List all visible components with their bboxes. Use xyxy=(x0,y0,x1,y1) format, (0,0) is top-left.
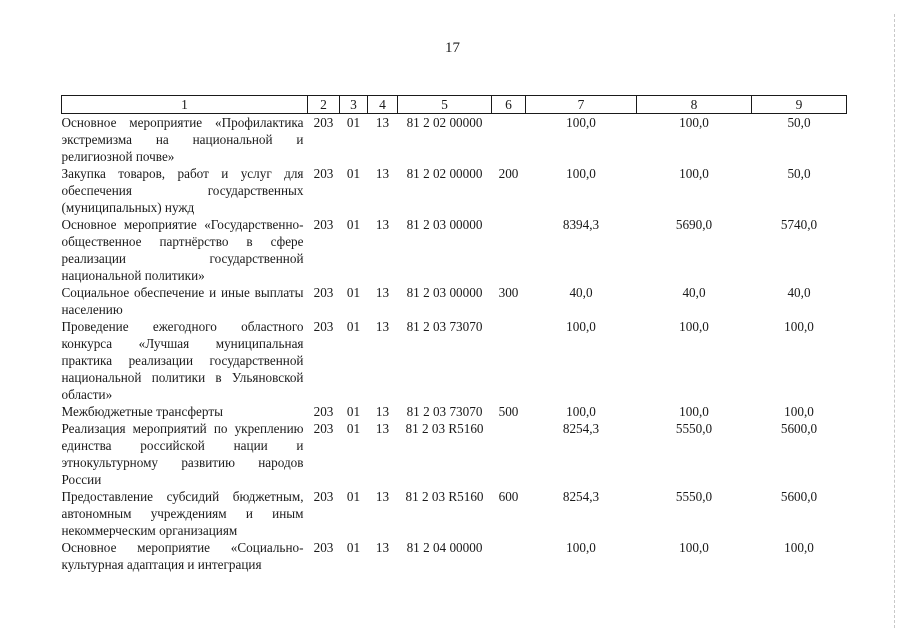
cell-c7: 8254,3 xyxy=(562,489,600,504)
row-name: Межбюджетные трансферты xyxy=(61,404,223,419)
table-row xyxy=(62,420,847,488)
cell-c8: 5550,0 xyxy=(675,489,713,504)
cell-c8: 5690,0 xyxy=(675,217,713,232)
col-header-9: 9 xyxy=(752,96,847,114)
cell-c3: 01 xyxy=(346,421,361,436)
col-header-1: 1 xyxy=(62,96,308,114)
cell-c4: 13 xyxy=(375,540,390,555)
cell-c7: 8394,3 xyxy=(562,217,600,232)
cell-c8: 100,0 xyxy=(679,404,709,419)
cell-c5: 81 2 03 R5160 xyxy=(405,489,484,504)
cell-c6 xyxy=(492,420,526,488)
cell-c6 xyxy=(492,216,526,284)
row-name: Реализация мероприятий по укреплению единства российской нации и этнокультурному развитию народов России xyxy=(61,421,304,487)
cell-c5: 81 2 03 73070 xyxy=(406,404,483,419)
cell-c9: 50,0 xyxy=(787,115,811,130)
row-name: Основное мероприятие «Государственно-общественное партнёрство в сфере реализации государственной национальной политики» xyxy=(61,217,304,283)
cell-c7: 100,0 xyxy=(566,115,596,130)
table-row xyxy=(62,284,847,318)
cell-c9: 50,0 xyxy=(787,166,811,181)
table-row xyxy=(62,539,847,573)
cell-c8: 40,0 xyxy=(682,285,706,300)
cell-c2: 203 xyxy=(313,217,334,232)
row-name: Основное мероприятие «Профилактика экстремизма на национальной и религиозной почве» xyxy=(61,115,304,164)
cell-c3: 01 xyxy=(346,285,361,300)
cell-c3: 01 xyxy=(346,166,361,181)
cell-c8: 5550,0 xyxy=(675,421,713,436)
row-name: Проведение ежегодного областного конкурса «Лучшая муниципальная практика реализации государственной национальной политики в Ульяновской области» xyxy=(61,319,304,402)
cell-c5: 81 2 03 00000 xyxy=(406,217,483,232)
cell-c9: 100,0 xyxy=(784,319,814,334)
cell-c5: 81 2 03 R5160 xyxy=(405,421,484,436)
col-header-5: 5 xyxy=(398,96,492,114)
cell-c8: 100,0 xyxy=(679,166,709,181)
cell-c9: 5740,0 xyxy=(780,217,818,232)
cell-c2: 203 xyxy=(313,540,334,555)
cell-c2: 203 xyxy=(313,319,334,334)
cell-c5: 81 2 03 00000 xyxy=(406,285,483,300)
cell-c2: 203 xyxy=(313,404,334,419)
table-row xyxy=(62,488,847,539)
table-row xyxy=(62,318,847,403)
cell-c7: 100,0 xyxy=(566,540,596,555)
cell-c7: 8254,3 xyxy=(562,421,600,436)
cell-c8: 100,0 xyxy=(679,540,709,555)
cell-c5: 81 2 04 00000 xyxy=(406,540,483,555)
col-header-3: 3 xyxy=(340,96,368,114)
cell-c6: 600 xyxy=(498,489,519,504)
cell-c4: 13 xyxy=(375,421,390,436)
cell-c9: 5600,0 xyxy=(780,489,818,504)
col-header-4: 4 xyxy=(368,96,398,114)
cell-c7: 100,0 xyxy=(566,166,596,181)
cell-c3: 01 xyxy=(346,404,361,419)
cell-c5: 81 2 02 00000 xyxy=(406,115,483,130)
cell-c9: 40,0 xyxy=(787,285,811,300)
row-name: Социальное обеспечение и иные выплаты населению xyxy=(61,285,304,317)
cell-c6: 200 xyxy=(498,166,519,181)
cell-c3: 01 xyxy=(346,540,361,555)
cell-c4: 13 xyxy=(375,319,390,334)
cell-c4: 13 xyxy=(375,404,390,419)
cell-c2: 203 xyxy=(313,421,334,436)
row-name: Закупка товаров, работ и услуг для обеспечения государственных (муниципальных) нужд xyxy=(61,166,304,215)
cell-c7: 40,0 xyxy=(569,285,593,300)
cell-c9: 100,0 xyxy=(784,404,814,419)
cell-c5: 81 2 02 00000 xyxy=(406,166,483,181)
cell-c6: 500 xyxy=(498,404,519,419)
page-edge-line xyxy=(894,14,895,628)
cell-c2: 203 xyxy=(313,115,334,130)
cell-c9: 5600,0 xyxy=(780,421,818,436)
cell-c7: 100,0 xyxy=(566,404,596,419)
col-header-6: 6 xyxy=(492,96,526,114)
table-row xyxy=(62,165,847,216)
row-name: Предоставление субсидий бюджетным, автономным учреждениям и иным некоммерческим организациям xyxy=(61,489,304,538)
row-name: Основное мероприятие «Социально-культурная адаптация и интеграция xyxy=(61,540,304,572)
cell-c6 xyxy=(492,114,526,166)
cell-c3: 01 xyxy=(346,319,361,334)
cell-c7: 100,0 xyxy=(566,319,596,334)
cell-c6 xyxy=(492,539,526,573)
cell-c4: 13 xyxy=(375,166,390,181)
cell-c8: 100,0 xyxy=(679,115,709,130)
cell-c6 xyxy=(492,318,526,403)
col-header-8: 8 xyxy=(637,96,752,114)
table-row xyxy=(62,216,847,284)
cell-c3: 01 xyxy=(346,489,361,504)
table-row xyxy=(62,403,847,420)
cell-c4: 13 xyxy=(375,489,390,504)
page-number: 17 xyxy=(445,40,460,56)
cell-c2: 203 xyxy=(313,285,334,300)
cell-c8: 100,0 xyxy=(679,319,709,334)
cell-c3: 01 xyxy=(346,217,361,232)
table-row xyxy=(62,114,847,166)
cell-c4: 13 xyxy=(375,285,390,300)
cell-c2: 203 xyxy=(313,489,334,504)
cell-c4: 13 xyxy=(375,217,390,232)
budget-table xyxy=(61,95,847,573)
cell-c4: 13 xyxy=(375,115,390,130)
header-row xyxy=(62,96,847,114)
cell-c9: 100,0 xyxy=(784,540,814,555)
cell-c3: 01 xyxy=(346,115,361,130)
cell-c5: 81 2 03 73070 xyxy=(406,319,483,334)
cell-c2: 203 xyxy=(313,166,334,181)
col-header-7: 7 xyxy=(526,96,637,114)
col-header-2: 2 xyxy=(308,96,340,114)
cell-c6: 300 xyxy=(498,285,519,300)
